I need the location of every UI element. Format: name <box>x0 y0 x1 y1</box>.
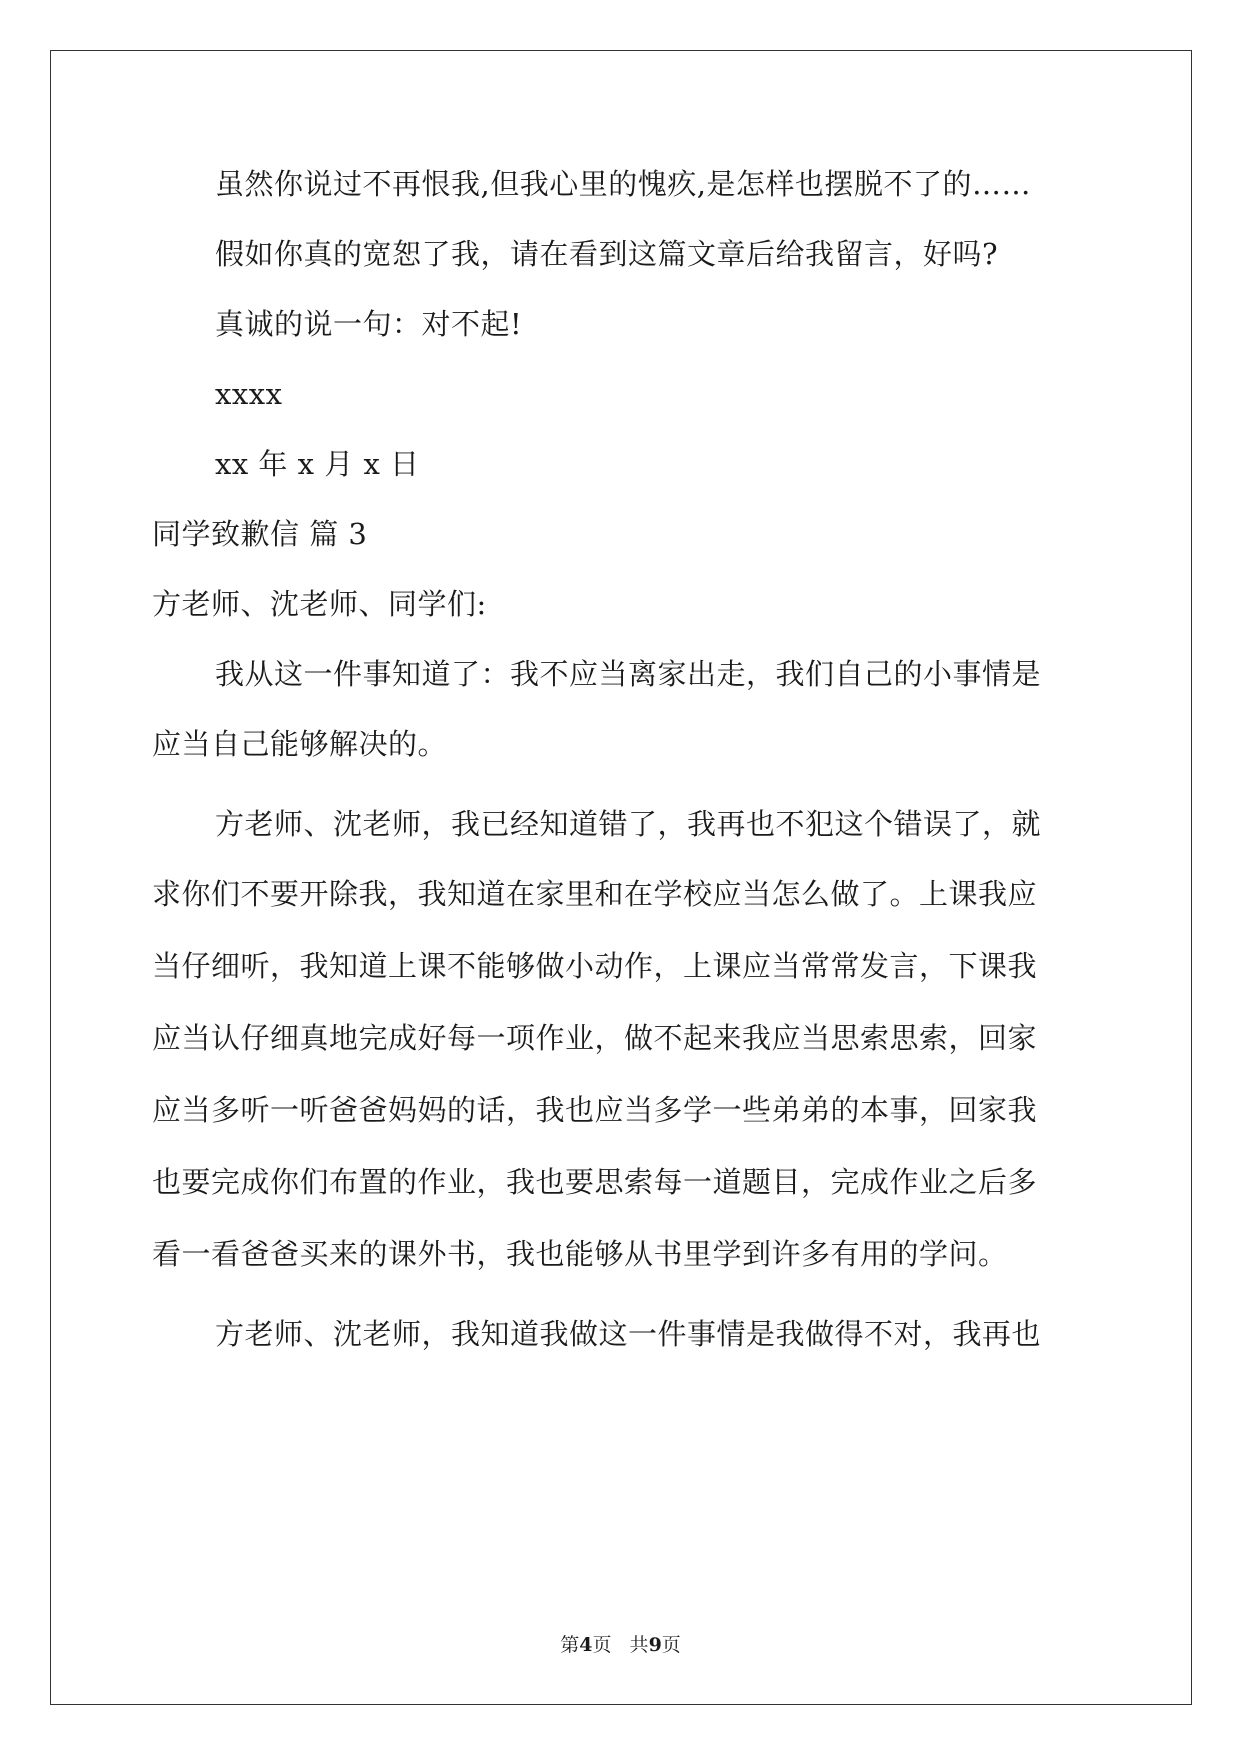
section-heading: 同学致歉信 篇 3 <box>152 517 368 551</box>
paragraph-line: 方老师、沈老师，我已经知道错了，我再也不犯这个错误了，就 <box>215 807 1042 841</box>
paragraph-line: 应当自己能够解决的。 <box>152 727 448 761</box>
page-footer <box>0 1633 1241 1657</box>
paragraph-line: 方老师、沈老师，我知道我做这一件事情是我做得不对，我再也 <box>215 1317 1042 1351</box>
salutation: 方老师、沈老师、同学们: <box>152 587 487 621</box>
current-page-number: 4 <box>579 1634 593 1656</box>
footer-middle: 页 共 <box>592 1634 649 1656</box>
paragraph-line: 真诚的说一句：对不起! <box>215 307 523 341</box>
signature-name: xxxx <box>215 377 283 411</box>
paragraph-line: 求你们不要开除我，我知道在家里和在学校应当怎么做了。上课我应 <box>152 877 1038 911</box>
paragraph-line: 我从这一件事知道了：我不应当离家出走，我们自己的小事情是 <box>215 657 1042 691</box>
signature-date: xx 年 x 月 x 日 <box>215 447 420 481</box>
paragraph-line: 也要完成你们布置的作业，我也要思索每一道题目，完成作业之后多 <box>152 1165 1038 1199</box>
paragraph-line: 虽然你说过不再恨我,但我心里的愧疚,是怎样也摆脱不了的…… <box>215 167 1031 201</box>
paragraph-line: 假如你真的宽恕了我，请在看到这篇文章后给我留言，好吗? <box>215 237 999 271</box>
footer-suffix: 页 <box>661 1634 681 1656</box>
paragraph-line: 看一看爸爸买来的课外书，我也能够从书里学到许多有用的学问。 <box>152 1237 1008 1271</box>
paragraph-line: 应当多听一听爸爸妈妈的话，我也应当多学一些弟弟的本事，回家我 <box>152 1093 1038 1127</box>
paragraph-line: 当仔细听，我知道上课不能够做小动作，上课应当常常发言，下课我 <box>152 949 1038 983</box>
paragraph-line: 应当认仔细真地完成好每一项作业，做不起来我应当思索思索，回家 <box>152 1021 1038 1055</box>
footer-prefix: 第 <box>560 1634 580 1656</box>
total-page-number: 9 <box>648 1634 662 1656</box>
